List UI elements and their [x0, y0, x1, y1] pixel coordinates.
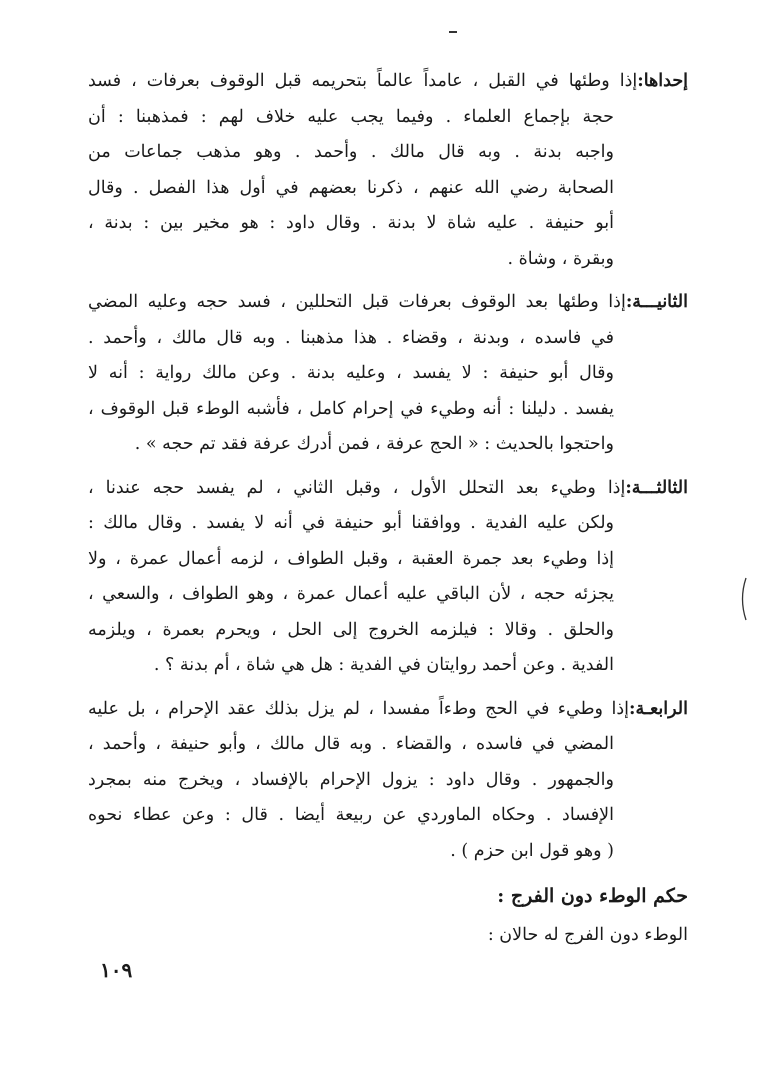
- text-line: وقال أبو حنيفة : لا يفسد ، وعليه بدنة . وعن مالك رواية : أنه لا: [88, 363, 614, 383]
- text-line: المضي في فاسده ، والقضاء . وبه قال مالك ، وأبو حنيفة ، وأحمد ،: [88, 734, 614, 754]
- text-line: وبقرة ، وشاة .: [507, 248, 614, 269]
- text-line: حجة بإجماع العلماء . وفيما يجب عليه خلاف لهم : فمذهبنا : أن: [88, 106, 614, 127]
- text-line: إذا وطيء بعد التحلل الأول ، وقبل الثاني ، لم يفسد حجه عندنا ،: [88, 477, 626, 498]
- text-line: يجزئه حجه ، لأن الباقي عليه أعمال عمرة ، وهو الطواف ، والسعي ،: [88, 584, 614, 604]
- paragraph-lead: الثانيـــة:: [625, 292, 688, 312]
- text-line: أبو حنيفة . عليه شاة لا بدنة . وقال داود : هو مخير بين : بدنة ،: [88, 213, 614, 233]
- text-line: واحتجوا بالحديث : « الحج عرفة ، فمن أدرك عرفة فقد تم حجه » .: [134, 434, 614, 454]
- text-line: واجبه بدنة . وبه قال مالك . وأحمد . وهو مذهب جماعات من: [88, 142, 614, 162]
- text-line: إذا وطئها في القبل ، عامداً عالماً بتحريمه قبل الوقوف بعرفات ، فسد: [88, 71, 638, 91]
- paragraph-lead: الثالثـــة:: [625, 477, 688, 498]
- text-line: ( وهو قول ابن حزم ) .: [450, 840, 614, 861]
- text-line: الإفساد . وحكاه الماوردي عن ربيعة أيضا . قال : وعن عطاء نحوه: [88, 805, 614, 825]
- paragraph-second: [88, 285, 688, 463]
- text-line: إذا وطيء بعد جمرة العقبة ، وقبل الطواف ، لزمه أعمال عمرة ، ولا: [88, 548, 614, 569]
- text-line: يفسد . دليلنا : أنه وطيء في إحرام كامل ، فأشبه الوطء قبل الوقوف ،: [88, 398, 614, 419]
- text-line: الفدية . وعن أحمد روايتان في الفدية : هل هي شاة ، أم بدنة ؟ .: [153, 655, 614, 675]
- paragraph-fourth: [88, 692, 688, 870]
- text-line: والجمهور . وقال داود : يزول الإحرام بالإفساد ، ويخرج منه بمجرد: [88, 769, 614, 790]
- text-line: إذا وطيء في الحج وطءاً مفسدا ، لم يزل بذلك عقد الإحرام ، بل عليه: [88, 698, 629, 719]
- section-heading: حكم الوطء دون الفرج :: [497, 885, 688, 907]
- text-line: إذا وطئها بعد الوقوف بعرفات قبل التحللين ، فسد حجه وعليه المضي: [88, 292, 626, 312]
- paragraph-lead: إحداها:: [637, 71, 688, 91]
- paragraph-third: [88, 471, 688, 684]
- closing-line: الوطء دون الفرج له حالان :: [487, 925, 688, 945]
- margin-bracket-mark: [738, 576, 748, 622]
- text-line: ولكن عليه الفدية . ووافقنا أبو حنيفة في أنه لا يفسد . وقال مالك :: [88, 513, 614, 533]
- main-text: [88, 64, 688, 955]
- paragraph-first: [88, 64, 688, 277]
- top-dash-mark: [449, 31, 457, 33]
- text-line: الصحابة رضي الله عنهم ، ذكرنا بعضهم في أول هذا الفصل . وقال: [88, 177, 614, 198]
- text-line: والحلق . وقالا : فيلزمه الخروج إلى الحل ، ويحرم بعمرة ، ويلزمه: [88, 619, 614, 640]
- text-line: في فاسده ، وبدنة ، وقضاء . هذا مذهبنا . وبه قال مالك ، وأحمد .: [88, 327, 614, 348]
- paragraph-lead: الرابعـة:: [629, 698, 688, 719]
- page-number: ١٠٩: [100, 958, 133, 982]
